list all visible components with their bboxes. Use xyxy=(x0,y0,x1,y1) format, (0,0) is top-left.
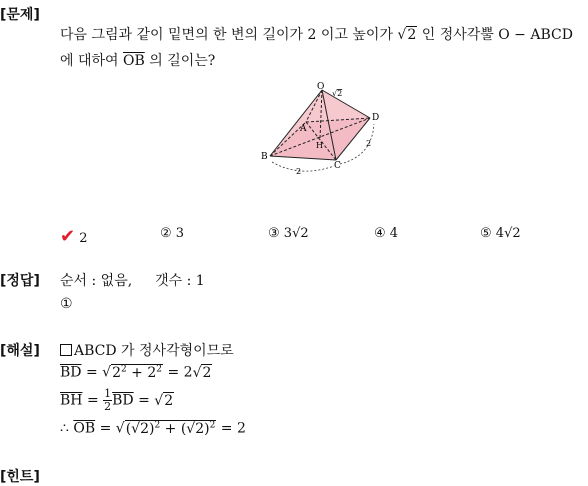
choice-2[interactable] xyxy=(160,226,184,241)
problem-line-2 xyxy=(60,50,215,70)
choice-1-value: 2 xyxy=(79,231,88,246)
pyramid-figure xyxy=(260,82,390,177)
label-h: H xyxy=(316,141,323,150)
segment-bh: $\overline{BH}$ xyxy=(60,392,83,409)
checkmark-icon: ✔ xyxy=(60,226,76,247)
section-problem-label: [문제] xyxy=(0,7,40,23)
segment-bd-2: $\overline{BD}$ xyxy=(112,392,134,409)
segment-bd: $\overline{BD}$ xyxy=(60,364,82,381)
choice-3[interactable] xyxy=(268,226,309,241)
choice-5[interactable] xyxy=(480,226,521,241)
choice-4[interactable] xyxy=(374,226,398,241)
choice-2-marker: ② xyxy=(160,226,172,241)
section-explanation-label: [해설] xyxy=(0,343,40,359)
label-a: A xyxy=(300,124,307,134)
segment-ob: $\overline{OB}$ xyxy=(123,53,145,69)
choice-3-marker: ③ xyxy=(268,226,280,241)
problem-text-2a: 에 대하여 xyxy=(60,53,119,69)
answer-line xyxy=(60,270,205,290)
answer-count: 갯수 : 1 xyxy=(155,273,205,289)
label-b: B xyxy=(261,152,268,162)
edge-label-right: 2 xyxy=(366,139,372,148)
label-c: C xyxy=(334,161,341,171)
problem-text-1b: 인 정사각뿔 O − ABCD xyxy=(421,27,573,43)
sqrt-two-3: √2 xyxy=(154,392,174,409)
choice-5-marker: ⑤ xyxy=(480,226,492,241)
explanation-line-4: ∴ $\overline{OB} = √(√2)^2 + (√2)^2 = 2$ xyxy=(60,420,246,437)
explanation-line-1 xyxy=(60,340,234,360)
sqrt-ob: $√(√2)^2 + (√2)^2$ xyxy=(115,420,216,437)
choice-5-value: 4√2 xyxy=(495,226,521,241)
sqrt-two-2: √2 xyxy=(192,364,212,381)
section-hint-label: [힌트] xyxy=(0,469,40,485)
height-label: √2 xyxy=(332,89,343,98)
choice-3-value: 3√2 xyxy=(283,226,309,241)
explanation-line-2: $\overline{BD} = √2^2 + 2^2 = 2√2$ xyxy=(60,364,212,381)
choice-4-value: 4 xyxy=(389,226,399,241)
section-answer-label: [정답] xyxy=(0,273,40,289)
problem-text-1a: 다음 그림과 같이 밑면의 한 변의 길이가 2 이고 높이가 xyxy=(60,27,393,43)
label-d: D xyxy=(372,113,380,123)
problem-text-2b: 의 길이는? xyxy=(149,53,216,69)
label-o: O xyxy=(317,82,325,92)
explanation-text-1: ABCD 가 정사각형이므로 xyxy=(74,343,234,359)
choice-1[interactable] xyxy=(60,226,88,247)
therefore-symbol: ∴ xyxy=(60,420,69,437)
sqrt-bd: $√2^2 + 2^2$ xyxy=(102,364,163,381)
problem-line-1 xyxy=(60,24,573,44)
answer-mark: ① xyxy=(60,296,73,312)
brace-bottom xyxy=(272,162,334,171)
explanation-line-3: $\overline{BH}$ = $\frac{1}{2}$ $\overline{BD} = √2$ xyxy=(60,387,174,413)
choice-4-marker: ④ xyxy=(374,226,386,241)
sqrt-two: √2 xyxy=(397,27,417,43)
square-icon xyxy=(60,344,72,356)
edge-label-bottom: 2 xyxy=(296,167,302,176)
segment-ob-2: $\overline{OB}$ xyxy=(73,420,96,437)
answer-order: 순서 : 없음, xyxy=(60,273,133,289)
fraction-half: $\frac{1}{2}$ xyxy=(104,387,112,413)
choice-2-value: 3 xyxy=(175,226,185,241)
